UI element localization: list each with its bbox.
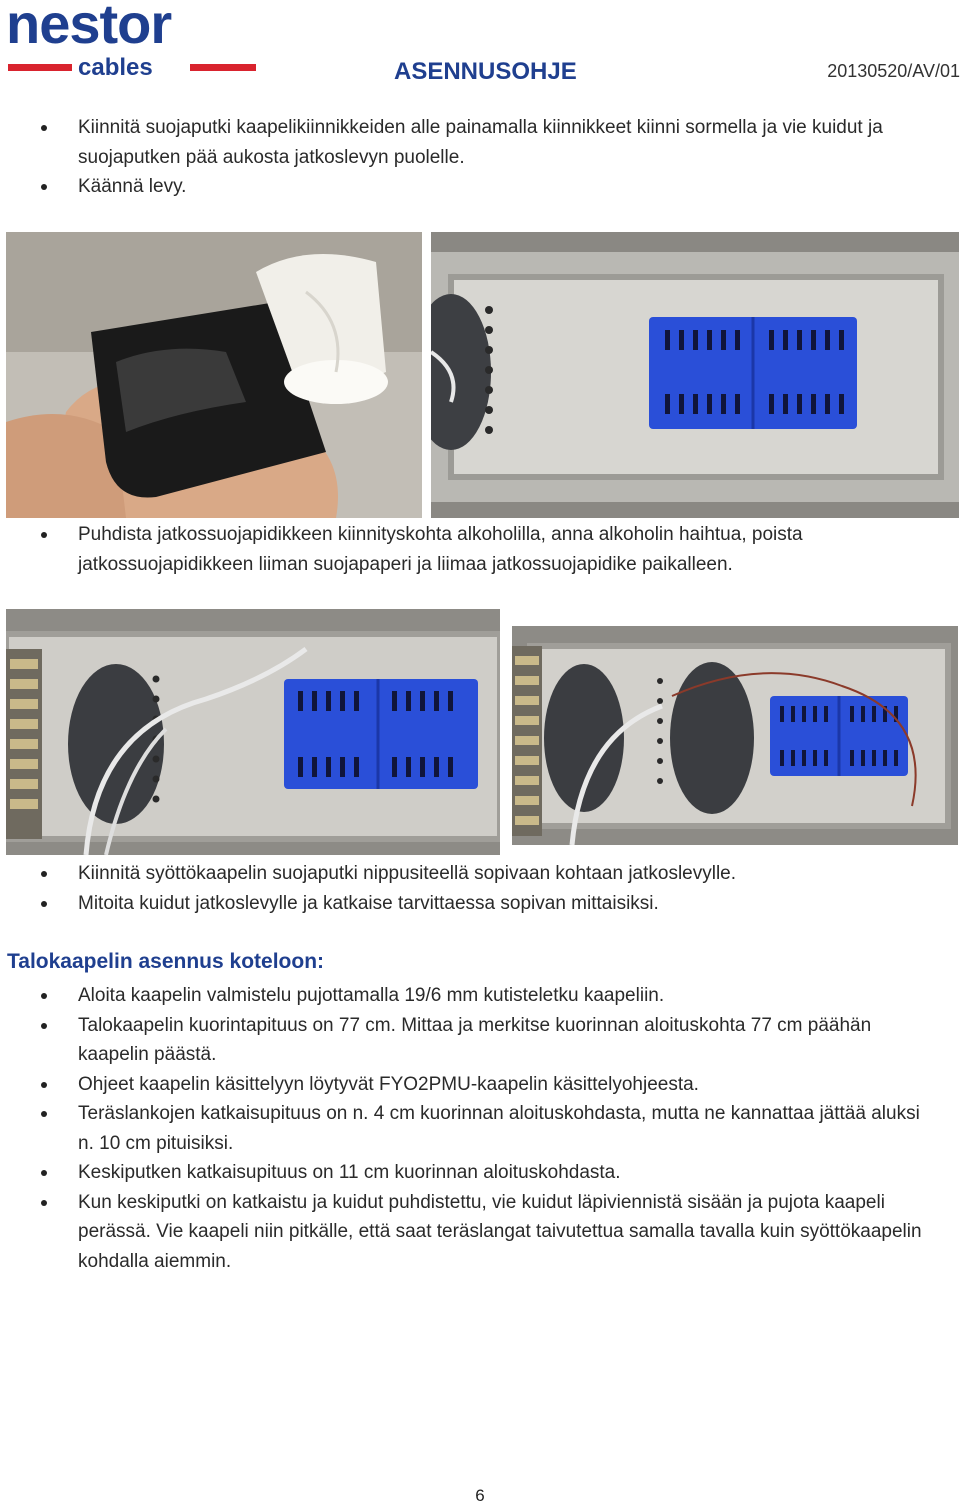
instruction-list-2 xyxy=(0,520,960,579)
list-item: Käännä levy. xyxy=(0,172,960,202)
list-item: Talokaapelin kuorintapituus on 77 cm. Mittaa ja merkitse kuorinnan aloituskohta 77 cm päähän kaapelin päästä. xyxy=(0,1011,960,1070)
photo-splice-holder-adhesive xyxy=(6,232,422,518)
page-number: 6 xyxy=(475,1486,485,1505)
list-item: Puhdista jatkossuojapidikkeen kiinnityskohta alkoholilla, anna alkoholin haihtua, poista jatkossuojapidikkeen liiman suojapaperi ja liimaa jatkossuojapidike paikalleen. xyxy=(0,520,960,579)
list-item: Kun keskiputki on katkaistu ja kuidut puhdistettu, vie kuidut läpiviennistä sisään ja pujota kaapeli perässä. Vie kaapeli niin pitkälle, että saat teräslangat taivutettua samalla tavalla kuin syöttökaapelin kohdalla aiemmin. xyxy=(0,1188,960,1277)
list-item: Keskiputken katkaisupituus on 11 cm kuorinnan aloituskohdasta. xyxy=(0,1158,960,1188)
document-title: ASENNUSOHJE xyxy=(394,58,577,85)
instruction-list-3 xyxy=(0,859,960,918)
logo-wordmark: nestor xyxy=(6,0,172,55)
list-item: Kiinnitä syöttökaapelin suojaputki nippusiteellä sopivaan kohtaan jatkoslevylle. xyxy=(0,859,960,889)
photo-feeder-cable-on-plate xyxy=(6,609,500,855)
logo-subtext: cables xyxy=(78,54,153,81)
logo-red-bar-right xyxy=(190,64,256,71)
nestor-cables-logo xyxy=(6,0,256,84)
photo-fibers-routed-on-plate xyxy=(512,626,958,845)
page-header xyxy=(0,0,960,96)
document-code: 20130520/AV/01 xyxy=(827,61,960,81)
photo-splice-plate-with-holder xyxy=(431,232,959,518)
section-heading: Talokaapelin asennus koteloon: xyxy=(7,950,325,973)
list-item: Aloita kaapelin valmistelu pujottamalla 19/6 mm kutisteletku kaapeliin. xyxy=(0,981,960,1011)
list-item: Teräslankojen katkaisupituus on n. 4 cm kuorinnan aloituskohdasta, mutta ne kannattaa jättää aluksi n. 10 cm pituisiksi. xyxy=(0,1099,960,1158)
instruction-list-1 xyxy=(0,113,960,202)
instruction-list-4 xyxy=(0,981,960,1276)
logo-red-bar-left xyxy=(8,64,72,71)
list-item: Kiinnitä suojaputki kaapelikiinnikkeiden alle painamalla kiinnikkeet kiinni sormella ja vie kuidut ja suojaputken pää aukosta jatkoslevyn puolelle. xyxy=(0,113,960,172)
list-item: Ohjeet kaapelin käsittelyyn löytyvät FYO2PMU-kaapelin käsittelyohjeesta. xyxy=(0,1070,960,1100)
list-item: Mitoita kuidut jatkoslevylle ja katkaise tarvittaessa sopivan mittaisiksi. xyxy=(0,889,960,919)
